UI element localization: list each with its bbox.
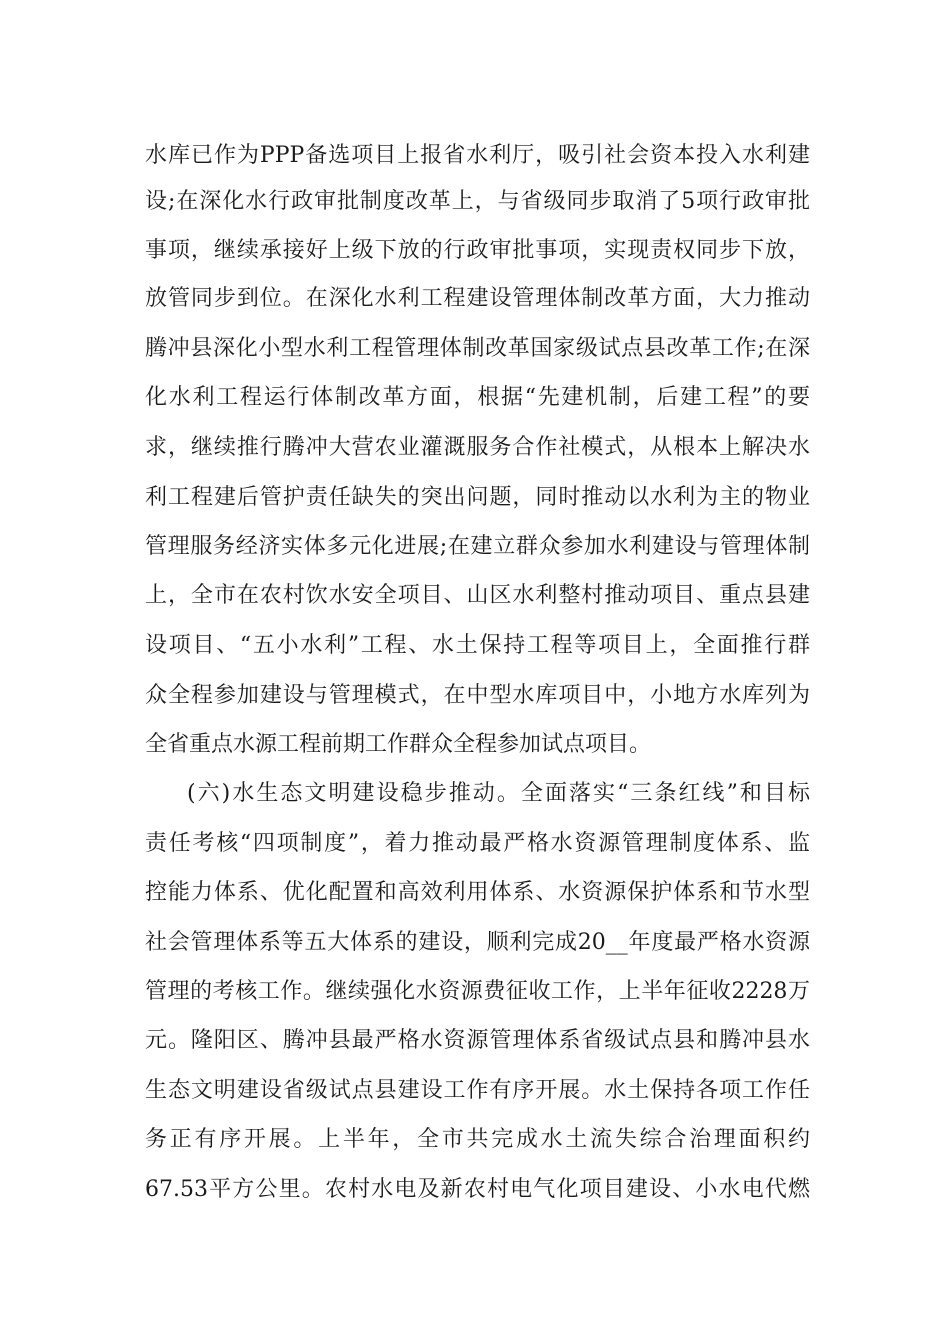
paragraph-2-line-2: 责任考核“四项制度”，着力推动最严格水资源管理制度体系、监 — [145, 831, 810, 856]
paragraph-1-line-7: 求，继续推行腾冲大营农业灌溉服务合作社模式，从根本上解决水 — [145, 435, 810, 460]
paragraph-2-line-7: 生态文明建设省级试点县建设工作有序开展。水土保持各项工作任 — [145, 1078, 810, 1103]
paragraph-1-line-4: 放管同步到位。在深化水利工程建设管理体制改革方面，大力推动 — [145, 286, 810, 311]
paragraph-1-line-13: 全省重点水源工程前期工作群众全程参加试点项目。 — [145, 732, 652, 757]
paragraph-1-line-12: 众全程参加建设与管理模式，在中型水库项目中，小地方水库列为 — [145, 683, 810, 708]
paragraph-1-line-11: 设项目、“五小水利”工程、水土保持工程等项目上，全面推行群 — [145, 633, 810, 658]
paragraph-1-line-8: 利工程建后管护责任缺失的突出问题，同时推动以水利为主的物业 — [145, 485, 810, 510]
paragraph-2-line-4: 社会管理体系等五大体系的建设，顺利完成20__年度最严格水资源 — [145, 930, 810, 955]
paragraph-1-line-5: 腾冲县深化小型水利工程管理体制改革国家级试点县改革工作;在深 — [145, 336, 810, 361]
paragraph-1-line-2: 设;在深化水行政审批制度改革上，与省级同步取消了5项行政审批 — [145, 189, 810, 214]
paragraph-2-line-1: (六)水生态文明建设稳步推动。全面落实“三条红线”和目标 — [187, 781, 810, 806]
paragraph-2-line-3: 控能力体系、优化配置和高效利用体系、水资源保护体系和节水型 — [145, 880, 810, 905]
paragraph-2-line-9: 67.53平方公里。农村水电及新农村电气化项目建设、小水电代燃 — [145, 1177, 810, 1202]
paragraph-1-line-3: 事项，继续承接好上级下放的行政审批事项，实现责权同步下放， — [145, 238, 810, 263]
paragraph-1-line-1: 水库已作为PPP备选项目上报省水利厅，吸引社会资本投入水利建 — [145, 143, 810, 168]
paragraph-1-line-9: 管理服务经济实体多元化进展;在建立群众参加水利建设与管理体制 — [145, 534, 810, 559]
paragraph-1-line-10: 上，全市在农村饮水安全项目、山区水利整村推动项目、重点县建 — [145, 583, 810, 608]
paragraph-1-line-6: 化水利工程运行体制改革方面，根据“先建机制，后建工程”的要 — [145, 385, 810, 410]
paragraph-2-line-5: 管理的考核工作。继续强化水资源费征收工作，上半年征收2228万 — [145, 979, 810, 1004]
paragraph-2-line-8: 务正有序开展。上半年，全市共完成水土流失综合治理面积约 — [145, 1127, 810, 1152]
paragraph-2-line-6: 元。隆阳区、腾冲县最严格水资源管理体系省级试点县和腾冲县水 — [145, 1028, 810, 1053]
